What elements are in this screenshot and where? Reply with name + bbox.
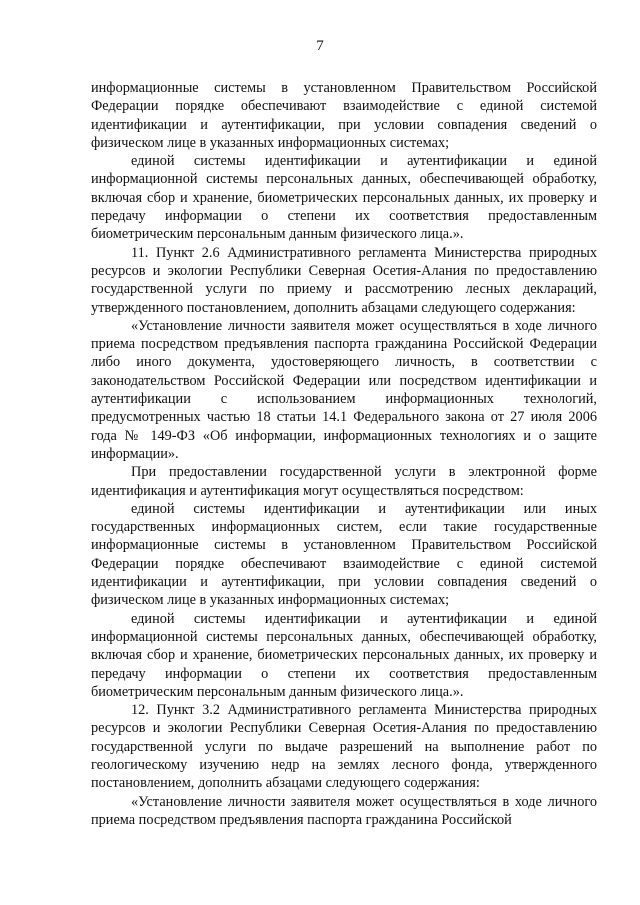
page-number: 7 [316, 38, 324, 54]
paragraph: единой системы идентификации и аутентификации или иных государственных информационных систем, если такие государственные информационные системы в установленном Правительством Российской Федерации порядке обеспечивают взаимодействие с единой системой идентификации и аутентификации, при условии совпадения сведений о физическом лице в указанных информационных системах; [91, 500, 597, 609]
paragraph: При предоставлении государственной услуги в электронной форме идентификация и аутентификация могут осуществляться посредством: [91, 464, 597, 499]
paragraph: «Установление личности заявителя может осуществляться в ходе личного приема посредством предъявления паспорта гражданина Российской Федерации либо иного документа, удостоверяющего личность, в соответствии с законодательством Российской Федерации или посредством идентификации и аутентификации с использованием информационных технологий, предусмотренных частью 18 статьи 14.1 Федерального закона от 27 июля 2006 года № 149-ФЗ «Об информации, информационных технологиях и о защите информации». [91, 317, 597, 462]
paragraph: информационные системы в установленном Правительством Российской Федерации порядке обеспечивают взаимодействие с единой системой идентификации и аутентификации, при условии совпадения сведений о физическом лице в указанных информационных системах; [91, 80, 597, 151]
paragraph: 11. Пункт 2.6 Административного регламента Министерства природных ресурсов и экологии Республики Северная Осетия-Алания по предоставлению государственной услуги по приему и рассмотрению лесных деклараций, утвержденного постановлением, дополнить абзацами следующего содержания: [91, 244, 597, 316]
paragraph: единой системы идентификации и аутентификации и единой информационной системы персональных данных, обеспечивающей обработку, включая сбор и хранение, биометрических персональных данных, их проверку и передачу информации о степени их соответствия предоставленным биометрическим персональным данным физического лица.». [91, 610, 597, 700]
paragraph: 12. Пункт 3.2 Административного регламента Министерства природных ресурсов и экологии Республики Северная Осетия-Алания по предоставлению государственной услуги по выдаче разрешений на выполнение работ по геологическому изучению недр на землях лесного фонда, утвержденного постановлением, дополнить абзацами следующего содержания: [91, 702, 597, 792]
paragraph: «Установление личности заявителя может осуществляться в ходе личного приема посредством предъявления паспорта гражданина Российской [91, 793, 597, 828]
paragraph: единой системы идентификации и аутентификации и единой информационной системы персональных данных, обеспечивающей обработку, включая сбор и хранение, биометрических персональных данных, их проверку и передачу информации о степени их соответствия предоставленным биометрическим персональным данным физического лица.». [91, 153, 597, 243]
document-body [91, 79, 597, 829]
